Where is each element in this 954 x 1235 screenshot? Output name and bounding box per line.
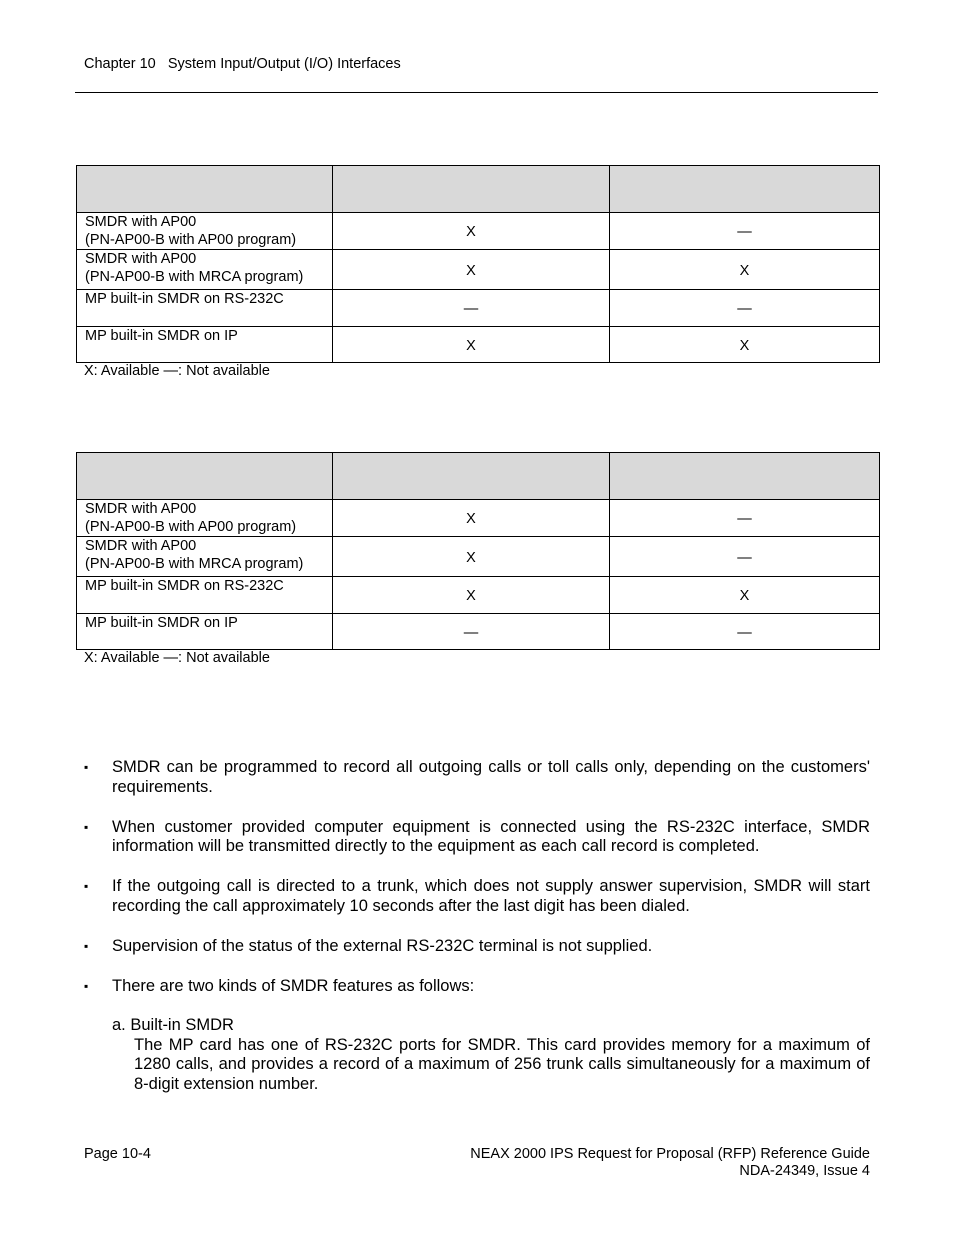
availability-cell: —	[610, 537, 880, 577]
row-label: MP built-in SMDR on IP	[77, 614, 333, 650]
availability-cell: X	[610, 250, 880, 290]
table-legend: X: Available —: Not available	[84, 363, 270, 379]
availability-cell: X	[333, 250, 610, 290]
availability-cell: X	[333, 327, 610, 363]
list-item	[84, 977, 870, 997]
availability-cell: —	[333, 614, 610, 650]
sub-item	[84, 1016, 870, 1094]
availability-cell: —	[610, 213, 880, 250]
table-row	[77, 577, 880, 614]
sub-item-body: The MP card has one of RS-232C ports for SMDR. This card provides memory for a maximum of 1280 calls, and provides a record of a maximum of 256 trunk calls simultaneously for a maximum of 8-digit extension number.	[134, 1035, 870, 1093]
availability-cell: X	[333, 500, 610, 537]
table-row	[77, 250, 880, 290]
row-label: SMDR with AP00 (PN-AP00-B with MRCA program)	[77, 250, 333, 290]
header-cell	[610, 453, 880, 500]
availability-cell: X	[333, 577, 610, 614]
bullet-marker: ▪	[84, 879, 89, 893]
bullet-marker: ▪	[84, 978, 89, 993]
bullet-marker: ▪	[84, 819, 89, 834]
table-row	[77, 290, 880, 327]
running-footer	[470, 1146, 870, 1180]
row-label: MP built-in SMDR on IP	[77, 327, 333, 363]
header-cell	[333, 453, 610, 500]
list-item-text: When customer provided computer equipment is connected using the RS-232C interface, SMDR information will be transmitted directly to the equipment as each call record is completed.	[112, 817, 870, 855]
row-label: MP built-in SMDR on RS-232C	[77, 290, 333, 327]
list-item	[84, 818, 870, 857]
document-number: NDA-24349, Issue 4	[739, 1163, 870, 1179]
table-header-row	[77, 166, 880, 213]
availability-cell: X	[333, 213, 610, 250]
list-item-text: Supervision of the status of the external RS-232C terminal is not supplied.	[112, 936, 653, 955]
list-item	[84, 937, 870, 957]
chapter-number: Chapter 10	[84, 56, 156, 72]
table-row	[77, 327, 880, 363]
list-item-text: SMDR can be programmed to record all outgoing calls or toll calls only, depending on the customers' requirements.	[112, 758, 870, 796]
smdr-table-1	[76, 165, 880, 363]
availability-cell: —	[610, 614, 880, 650]
list-item-text: There are two kinds of SMDR features as follows:	[112, 976, 475, 995]
availability-cell: X	[610, 327, 880, 363]
feature-list	[84, 758, 870, 1094]
table-row	[77, 614, 880, 650]
list-item	[84, 758, 870, 797]
row-label: SMDR with AP00 (PN-AP00-B with AP00 program)	[77, 500, 333, 537]
header-cell	[333, 166, 610, 213]
availability-cell: X	[333, 537, 610, 577]
table-legend: X: Available —: Not available	[84, 650, 270, 666]
smdr-table-2	[76, 452, 880, 650]
availability-cell: —	[610, 290, 880, 327]
guide-title: NEAX 2000 IPS Request for Proposal (RFP) Reference Guide	[470, 1146, 870, 1162]
table-row	[77, 537, 880, 577]
availability-cell: X	[610, 577, 880, 614]
row-label: MP built-in SMDR on RS-232C	[77, 577, 333, 614]
bullet-marker: ▪	[84, 938, 89, 953]
header-cell	[77, 453, 333, 500]
sub-item-title: a. Built-in SMDR	[112, 1016, 234, 1034]
table-row	[77, 500, 880, 537]
table-header-row	[77, 453, 880, 500]
running-header	[84, 56, 401, 72]
header-cell	[77, 166, 333, 213]
header-divider	[75, 92, 878, 93]
row-label: SMDR with AP00 (PN-AP00-B with MRCA program)	[77, 537, 333, 577]
bullet-marker: ▪	[84, 760, 89, 774]
row-label: SMDR with AP00 (PN-AP00-B with AP00 program)	[77, 213, 333, 250]
chapter-title: System Input/Output (I/O) Interfaces	[167, 56, 401, 72]
availability-cell: —	[333, 290, 610, 327]
table-row	[77, 213, 880, 250]
page-number: Page 10-4	[84, 1146, 151, 1162]
list-item	[84, 877, 870, 916]
header-cell	[610, 166, 880, 213]
list-item-text: If the outgoing call is directed to a trunk, which does not supply answer supervision, SMDR will start recording the call approximately 10 seconds after the last digit has been dialed.	[112, 877, 870, 915]
availability-cell: —	[610, 500, 880, 537]
